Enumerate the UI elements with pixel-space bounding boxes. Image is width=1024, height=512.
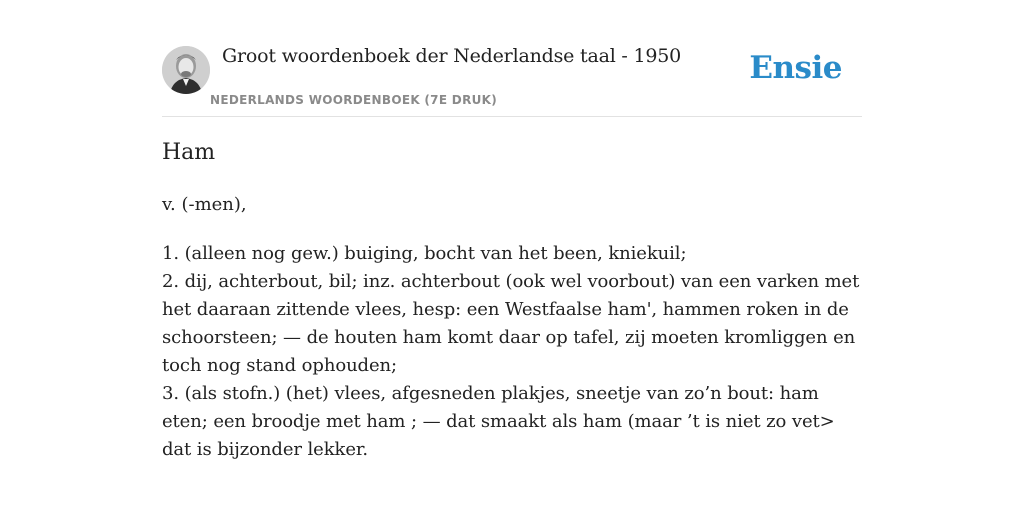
headword: Ham: [162, 140, 216, 165]
definition-sense-2: 2. dij, achterbout, bil; inz. achterbout (ook wel voorbout) van een varken met het daaraan zittende vlees, hesp: een Westfaalse ham', hammen roken in de schoorsteen; — de houten ham komt daar op tafel, zij moeten kromliggen en toch nog stand ophouden;: [162, 271, 860, 376]
ensie-logo[interactable]: Ensie: [749, 50, 842, 86]
author-avatar[interactable]: [162, 46, 210, 94]
book-title[interactable]: Groot woordenboek der Nederlandse taal - 1950: [222, 45, 682, 67]
definition: [162, 240, 868, 464]
portrait-image: [162, 46, 210, 94]
page: [162, 0, 862, 460]
book-subtitle[interactable]: NEDERLANDS WOORDENBOEK (7E DRUK): [210, 93, 498, 107]
definition-sense-3: 3. (als stofn.) (het) vlees, afgesneden plakjes, sneetje van zo’n bout: ham eten; een broodje met ham ; — dat smaakt als ham (maar ’t is niet zo vet> dat is bijzonder lekker.: [162, 383, 835, 460]
grammatical-info: v. (-men),: [162, 194, 247, 215]
definition-sense-1: 1. (alleen nog gew.) buiging, bocht van het been, kniekuil;: [162, 243, 687, 264]
header: [162, 0, 862, 117]
